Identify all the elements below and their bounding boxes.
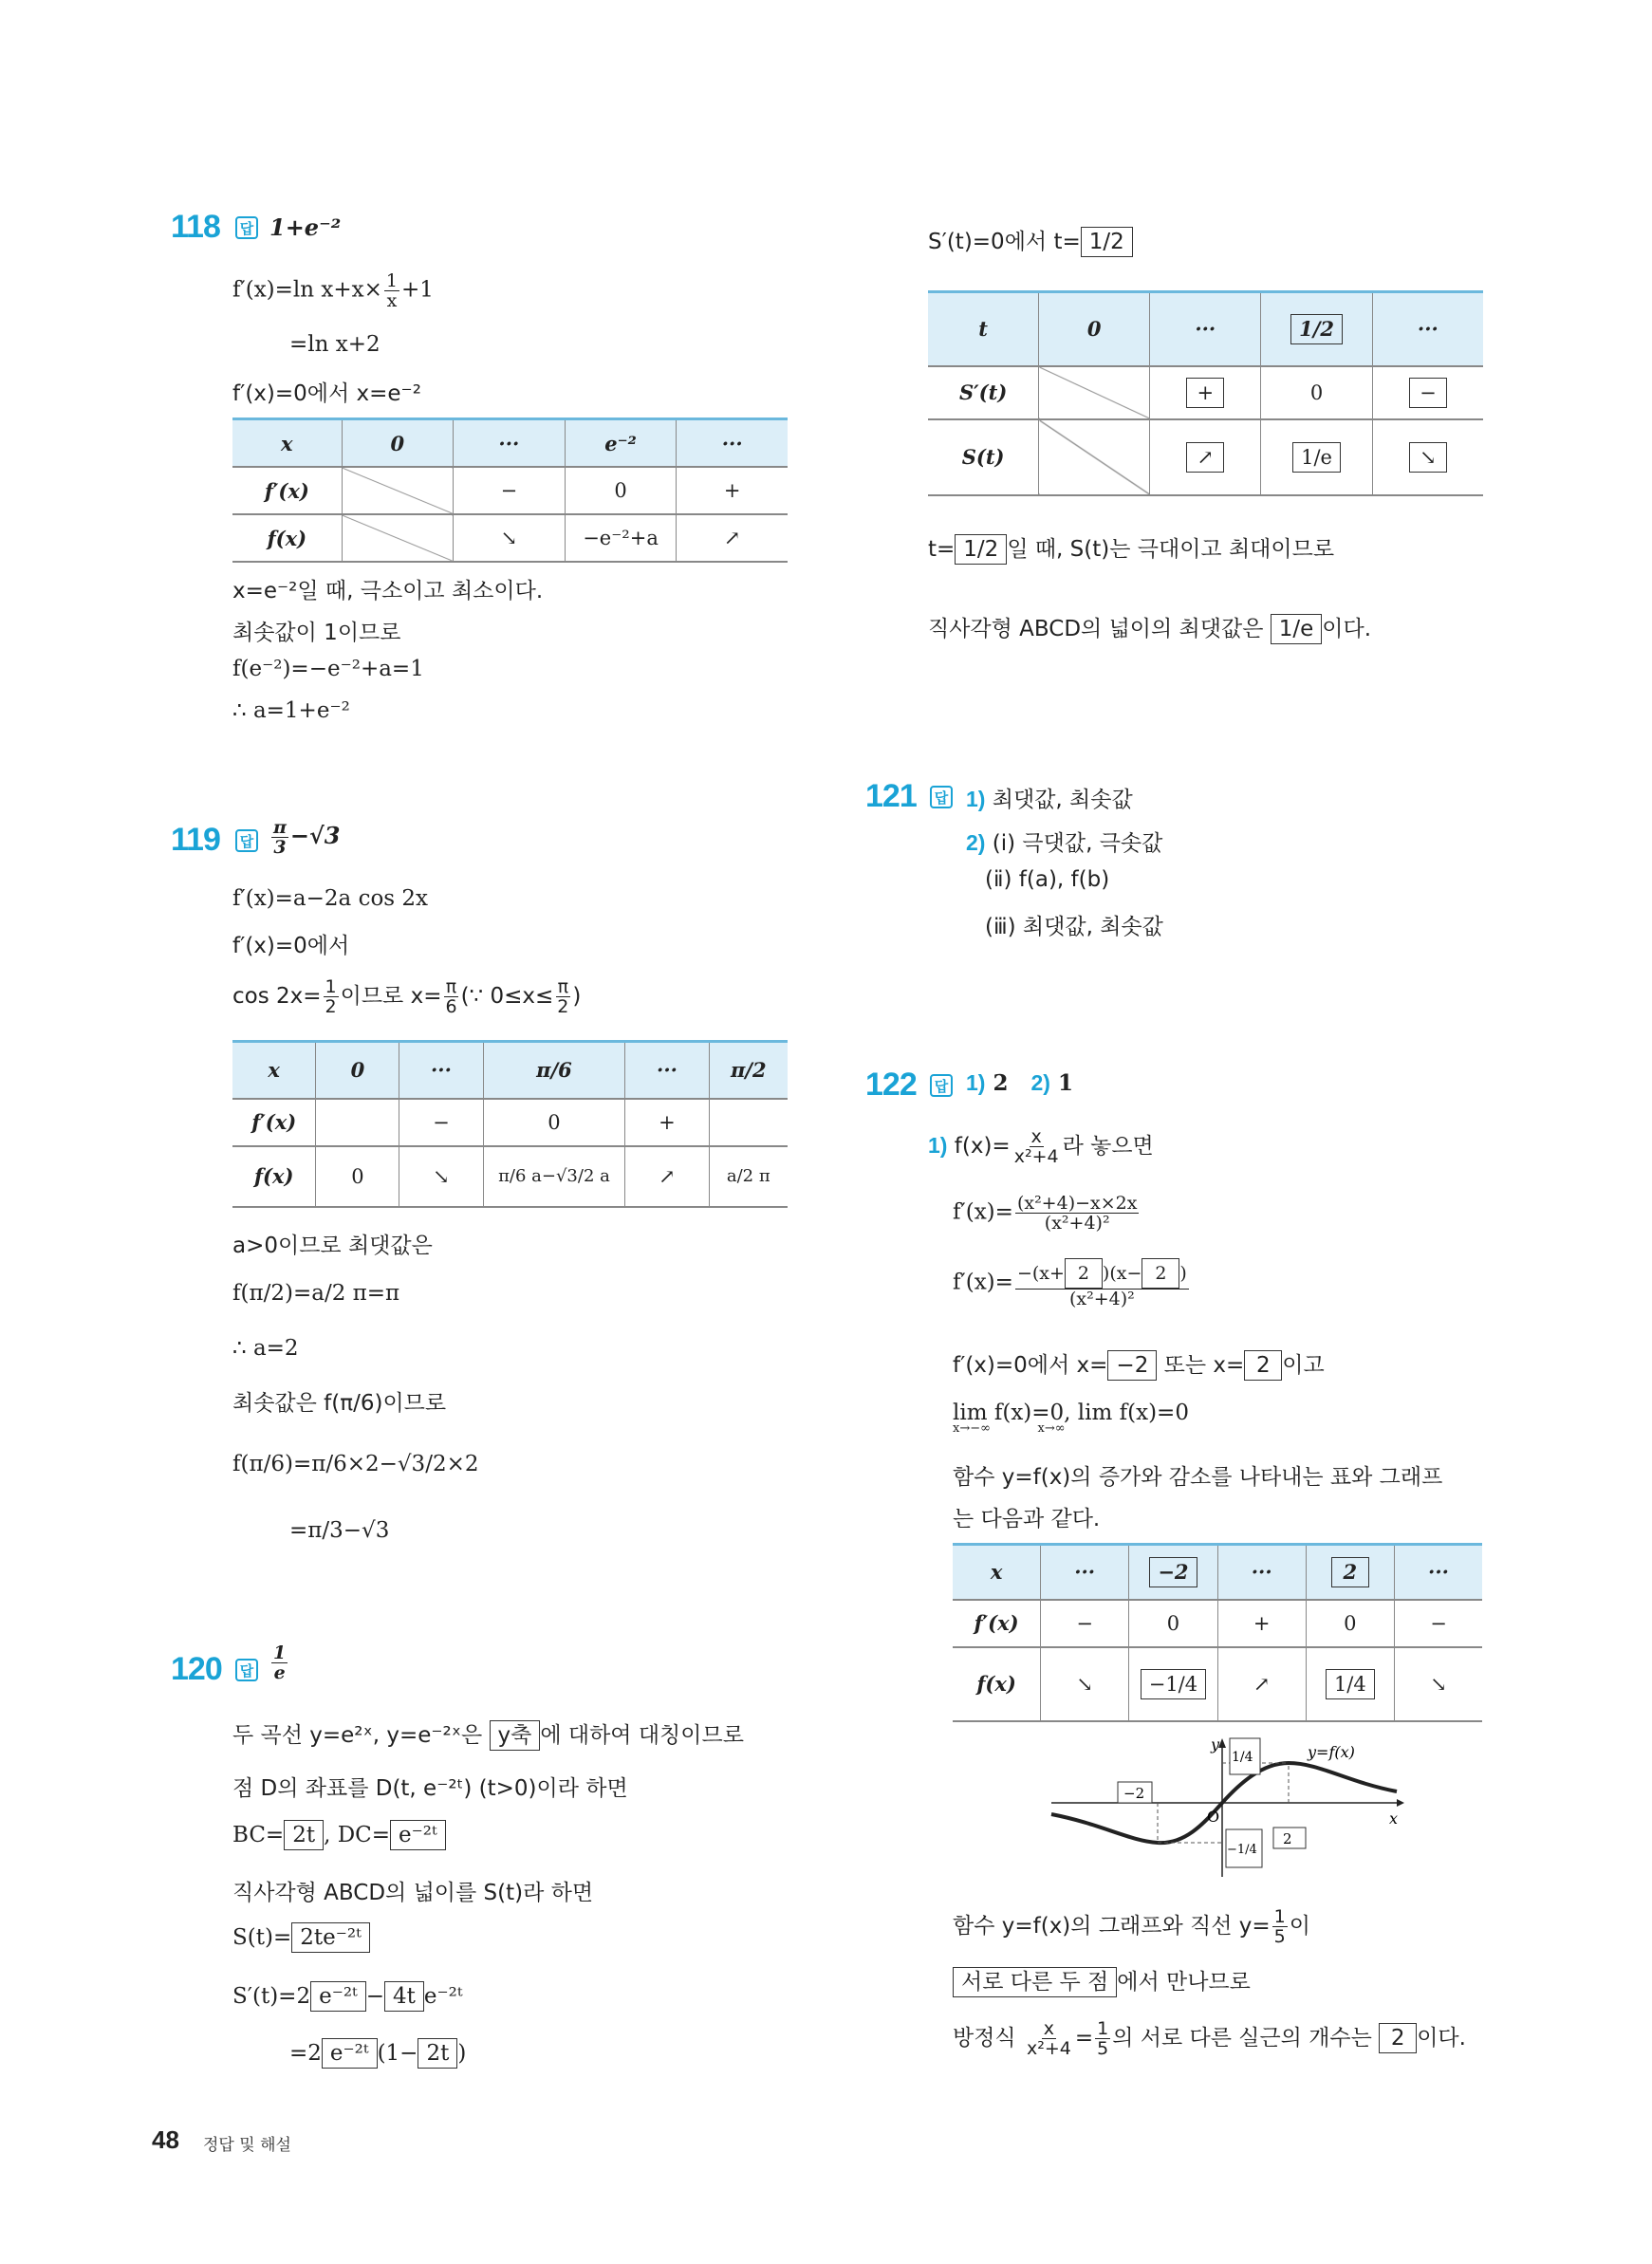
variation-table-119 [232,1040,788,1208]
blank-box: 서로 다른 두 점 [953,1967,1117,1997]
table-cell: + [677,467,788,514]
line-120-1: 두 곡선 y=e²ˣ, y=e⁻²ˣ은 y축 에 대하여 대칭이므로 [232,1717,744,1751]
table-cell: ↗ [677,514,788,562]
line-118-1: f′(x)=ln x+x× $\frac{1}{x}$ +1 [232,270,434,311]
table-cell: + [1217,1600,1306,1647]
blank-box: 2 [1142,1258,1179,1289]
line-118-3: f′(x)=0에서 x=e⁻² [232,381,421,406]
table-cell: − [1041,1600,1129,1647]
blank-box: 4t [384,1981,424,2012]
blank-box: 2t [284,1820,324,1850]
line-120-6: S′(t)=2 e⁻²ᵗ − 4t e⁻²ᵗ [232,1981,463,2012]
problem-number-122: 122 [865,1067,917,1103]
table-cell: ··· [625,1042,709,1099]
answer-121-1: 1) 최댓값, 최솟값 [966,787,1133,812]
line-119-9: =π/3−√3 [289,1518,390,1543]
line-122-3: f′(x)= $\frac{-(x+ 2 )(x- 2 )}{\text{(x²+4)²}}$ [953,1258,1191,1308]
diagonal-cell [342,467,453,514]
line-122-2: f′(x)= $\frac{\text{(x²+4)−x×2x}}{\text{(x²+4)²}}$ [953,1193,1138,1234]
table-cell [1129,1647,1218,1721]
line-122-7: 는 다음과 같다. [953,1507,1101,1531]
line-119-8: f(π/6)=π/6×2−√3/2×2 [232,1452,479,1476]
table-cell [1150,366,1261,419]
table-cell: 0 [316,1146,399,1207]
table-cell [709,1099,788,1146]
graph-label-minus-quarter: −1/4 [1227,1843,1257,1857]
table-cell: ··· [1150,292,1261,366]
table-cell: −e⁻²+a [565,514,677,562]
diagonal-cell [1039,366,1150,419]
table-cell: − [399,1099,483,1146]
blank-box: 1/2 [1081,227,1133,257]
answer-badge: 답 [930,1074,953,1097]
answer-badge: 답 [930,786,953,808]
blank-box: 2 [1331,1557,1369,1587]
table-cell: + [625,1099,709,1146]
blank-box: 1/2 [1290,314,1343,344]
answer-121-2: 2) (ⅰ) 극댓값, 극솟값 [966,830,1163,856]
y-axis-arrow-icon [1218,1738,1226,1748]
table-cell [1150,419,1261,495]
blank-box: −1/4 [1141,1669,1206,1699]
blank-box: e⁻²ᵗ [390,1820,446,1850]
answer-122: 1) 2 2) 1 [966,1070,1073,1096]
line-122-5: lim f(x)=0, lim f(x)=0 x→−∞ x→∞ [953,1401,1189,1436]
blank-box: 2 [1065,1258,1103,1289]
answer-badge: 답 [235,829,258,852]
line-119-1: f′(x)=a−2a cos 2x [232,886,429,911]
line-119-6: ∴ a=2 [232,1336,299,1361]
table-cell: f(x) [232,514,342,562]
blank-box: e⁻²ᵗ [322,2038,378,2069]
table-cell: π/6 [483,1042,625,1099]
blank-box: e⁻²ᵗ [310,1981,366,2012]
graph-y-label: y [1211,1736,1220,1754]
line-122-6: 함수 y=f(x)의 증가와 감소를 나타내는 표와 그래프 [953,1465,1443,1490]
line-118-4: x=e⁻²일 때, 극소이고 최소이다. [232,579,544,603]
table-cell: S′(t) [928,366,1039,419]
line-118-7: ∴ a=1+e⁻² [232,698,350,723]
problem-number-121: 121 [865,778,917,814]
table-cell: f′(x) [232,467,342,514]
line-119-5: f(π/2)=a/2 π=π [232,1281,400,1306]
table-cell: f′(x) [953,1600,1041,1647]
blank-box: 2t [418,2038,457,2069]
table-cell [1372,366,1483,419]
line-120-3: BC= 2t , DC= e⁻²ᵗ [232,1820,446,1850]
line-118-5: 최솟값이 1이므로 [232,621,401,645]
variation-table-118 [232,418,788,563]
table-cell: ↘ [454,514,566,562]
graph-origin-label: O [1207,1808,1220,1826]
table-cell [1129,1545,1218,1600]
answer-119: $\frac{\pi}{3}$ −√3 [273,817,341,858]
line-122-1: 1) f(x)= $\frac{x}{\text{x²+4}}$ 라 놓으면 [928,1126,1154,1167]
problem-number-120: 120 [171,1651,222,1687]
table-cell: ↘ [399,1146,483,1207]
table-cell: ↗ [1217,1647,1306,1721]
table-cell: − [1395,1600,1482,1647]
problem-number-119: 119 [171,822,220,858]
line-120-2: 점 D의 좌표를 D(t, e⁻²ᵗ) (t>0)이라 하면 [232,1776,628,1801]
graph-curve-label: y=f(x) [1308,1743,1355,1761]
graph-label-minus2: −2 [1123,1785,1145,1802]
table-cell: 0 [1039,292,1150,366]
line-122-10: 방정식 $\frac{x}{\text{x²+4}}$ = $\frac{1}{5}$ 의 서로 다른 실근의 개수는 2 이다. [953,2018,1466,2059]
table-cell: 0 [316,1042,399,1099]
table-cell: x [953,1545,1041,1600]
table-cell: a/2 π [709,1146,788,1207]
blank-box: 1/2 [955,534,1007,565]
table-cell: ↗ [625,1146,709,1207]
table-cell: ··· [1395,1545,1482,1600]
blank-box: − [1409,378,1447,408]
table-cell: f(x) [232,1146,316,1207]
table-cell: S(t) [928,419,1039,495]
blank-box: 2te⁻²ᵗ [291,1922,370,1953]
blank-box: ↗ [1186,442,1224,473]
line-120-5: S(t)= 2te⁻²ᵗ [232,1922,370,1953]
graph-label-quarter: 1/4 [1232,1750,1253,1765]
page-number: 48 [152,2125,179,2154]
table-cell: ··· [1372,292,1483,366]
table-cell: f(x) [953,1647,1041,1721]
line-119-2: f′(x)=0에서 [232,934,350,958]
table-cell: ··· [399,1042,483,1099]
table-cell: ··· [677,419,788,468]
table-cell: x [232,419,342,468]
table-cell: e⁻² [565,419,677,468]
blank-box: y축 [490,1720,541,1751]
variation-table-122 [953,1543,1482,1722]
answer-120: $\frac{1}{e}$ [273,1642,287,1683]
blank-box: −2 [1107,1350,1157,1381]
diagonal-cell [1039,419,1150,495]
line-122-8: 함수 y=f(x)의 그래프와 직선 y= $\frac{1}{5}$ 이 [953,1906,1310,1947]
limit-subscripts: x→−∞ x→∞ [953,1421,1066,1436]
function-graph [1044,1736,1404,1879]
blank-box: 2 [1244,1350,1282,1381]
table-cell: ··· [1041,1545,1129,1600]
table-cell: 0 [565,467,677,514]
problem-number-118: 118 [171,209,220,245]
blank-box: 2 [1379,2023,1417,2053]
x-axis-arrow-icon [1397,1799,1404,1807]
line-118-2: =ln x+2 [289,332,381,357]
table-cell: − [454,467,566,514]
table-cell: π/2 [709,1042,788,1099]
line-122-4: f′(x)=0에서 x= −2 또는 x= 2 이고 [953,1347,1325,1381]
table-cell [1261,419,1372,495]
diagonal-cell [342,514,453,562]
answer-121-3: (ⅱ) f(a), f(b) [985,867,1110,892]
line-119-4: a>0이므로 최댓값은 [232,1234,433,1258]
table-cell [1306,1545,1394,1600]
table-cell: 0 [1261,366,1372,419]
answer-118: 1+e⁻² [269,213,342,241]
answer-121-4: (ⅲ) 최댓값, 최솟값 [985,915,1163,939]
graph-label-2: 2 [1283,1830,1292,1847]
blank-box: 1/e [1292,442,1341,473]
table-cell: π/6 a−√3/2 a [483,1146,625,1207]
table-cell: x [232,1042,316,1099]
table-cell [1261,292,1372,366]
table-cell: ··· [454,419,566,468]
blank-box: 1/e [1271,614,1323,644]
table-cell: 0 [342,419,453,468]
table-cell: f′(x) [232,1099,316,1146]
line-119-7: 최솟값은 f(π/6)이므로 [232,1391,447,1416]
table-cell: ··· [1217,1545,1306,1600]
table-cell: ↘ [1041,1647,1129,1721]
line-120-7: =2 e⁻²ᵗ (1− 2t ) [289,2038,466,2069]
table-cell [1372,419,1483,495]
variation-table-120 [928,290,1483,496]
table-cell: 0 [483,1099,625,1146]
blank-box: + [1186,378,1224,408]
footer-title: 정답 및 해설 [203,2136,291,2155]
graph-x-label: x [1389,1809,1399,1828]
table-cell: ↘ [1395,1647,1482,1721]
line-120-8: S′(t)=0에서 t= 1/2 [928,224,1133,257]
line-120-10: 직사각형 ABCD의 넓이의 최댓값은 1/e 이다. [928,611,1371,644]
answer-badge: 답 [235,216,258,239]
table-cell [316,1099,399,1146]
blank-box: ↘ [1409,442,1447,473]
table-cell: t [928,292,1039,366]
table-cell: 0 [1129,1600,1218,1647]
line-122-9: 서로 다른 두 점 에서 만나므로 [953,1964,1251,1997]
line-120-9: t= 1/2 일 때, S(t)는 극대이고 최대이므로 [928,531,1334,565]
blank-box: 1/4 [1326,1669,1375,1699]
table-cell: 0 [1306,1600,1394,1647]
table-cell [1306,1647,1394,1721]
answer-badge: 답 [235,1659,258,1681]
line-119-3: cos 2x= $\frac{1}{2}$ 이므로 x= $\frac{\pi}{6}$ (∵ 0≤x≤ $\frac{\pi}{2}$ ) [232,976,582,1017]
line-118-6: f(e⁻²)=−e⁻²+a=1 [232,657,424,681]
line-120-4: 직사각형 ABCD의 넓이를 S(t)라 하면 [232,1881,594,1905]
blank-box: −2 [1149,1557,1197,1587]
